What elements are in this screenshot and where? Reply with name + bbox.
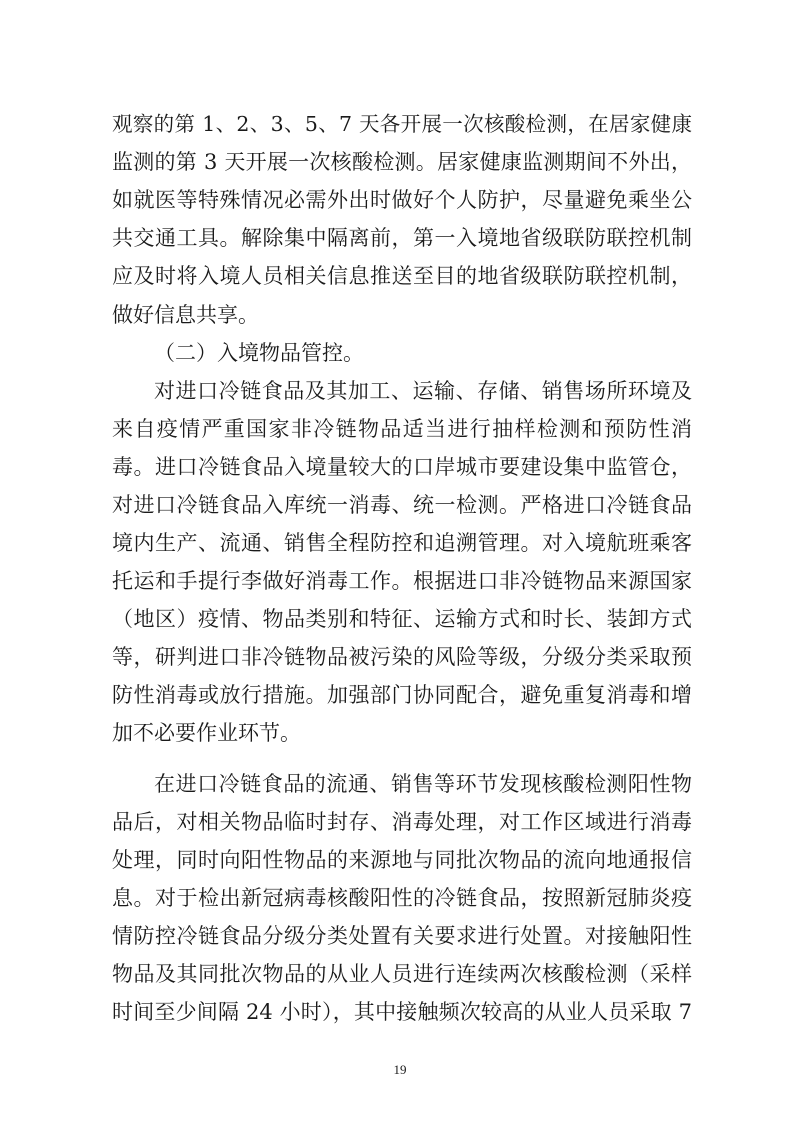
- text-line: （地区）疫情、物品类别和特征、运输方式和时长、装卸方式: [112, 607, 692, 631]
- text-line: 共交通工具。解除集中隔离前，第一入境地省级联防联控机制: [112, 226, 692, 250]
- text-line: 对进口冷链食品入库统一消毒、统一检测。严格进口冷链食品: [112, 493, 692, 517]
- section-heading: （二）入境物品管控。: [154, 341, 364, 365]
- text-line: 品后，对相关物品临时封存、消毒处理，对工作区域进行消毒: [112, 810, 692, 834]
- text-line: 托运和手提行李做好消毒工作。根据进口非冷链物品来源国家: [112, 569, 692, 593]
- text-line: 物品及其同批次物品的从业人员进行连续两次核酸检测（采样: [112, 962, 692, 986]
- text-line: 观察的第 1、2、3、5、7 天各开展一次核酸检测，在居家健康: [112, 112, 692, 136]
- text-line: 防性消毒或放行措施。加强部门协同配合，避免重复消毒和增: [112, 683, 692, 707]
- text-line: 情防控冷链食品分级分类处置有关要求进行处置。对接触阳性: [112, 924, 692, 948]
- text-line: 在进口冷链食品的流通、销售等环节发现核酸检测阳性物: [154, 772, 692, 796]
- text-line: 毒。进口冷链食品入境量较大的口岸城市要建设集中监管仓，: [112, 455, 692, 479]
- text-line: 应及时将入境人员相关信息推送至目的地省级联防联控机制，: [112, 264, 692, 288]
- text-line: 境内生产、流通、销售全程防控和追溯管理。对入境航班乘客: [112, 531, 692, 555]
- text-line: 加不必要作业环节。: [112, 721, 301, 745]
- text-line: 息。对于检出新冠病毒核酸阳性的冷链食品，按照新冠肺炎疫: [112, 886, 692, 910]
- text-line: 监测的第 3 天开展一次核酸检测。居家健康监测期间不外出，: [112, 150, 692, 174]
- page-number: 19: [393, 1062, 407, 1077]
- text-line: 做好信息共享。: [112, 303, 259, 327]
- text-line: 等，研判进口非冷链物品被污染的风险等级，分级分类采取预: [112, 645, 692, 669]
- text-line: 处理，同时向阳性物品的来源地与同批次物品的流向地通报信: [112, 848, 692, 872]
- text-line: 对进口冷链食品及其加工、运输、存储、销售场所环境及: [154, 379, 692, 403]
- text-line: 来自疫情严重国家非冷链物品适当进行抽样检测和预防性消: [112, 417, 692, 441]
- text-line: 时间至少间隔 24 小时），其中接触频次较高的从业人员采取 7: [112, 1000, 692, 1024]
- text-line: 如就医等特殊情况必需外出时做好个人防护，尽量避免乘坐公: [112, 188, 692, 212]
